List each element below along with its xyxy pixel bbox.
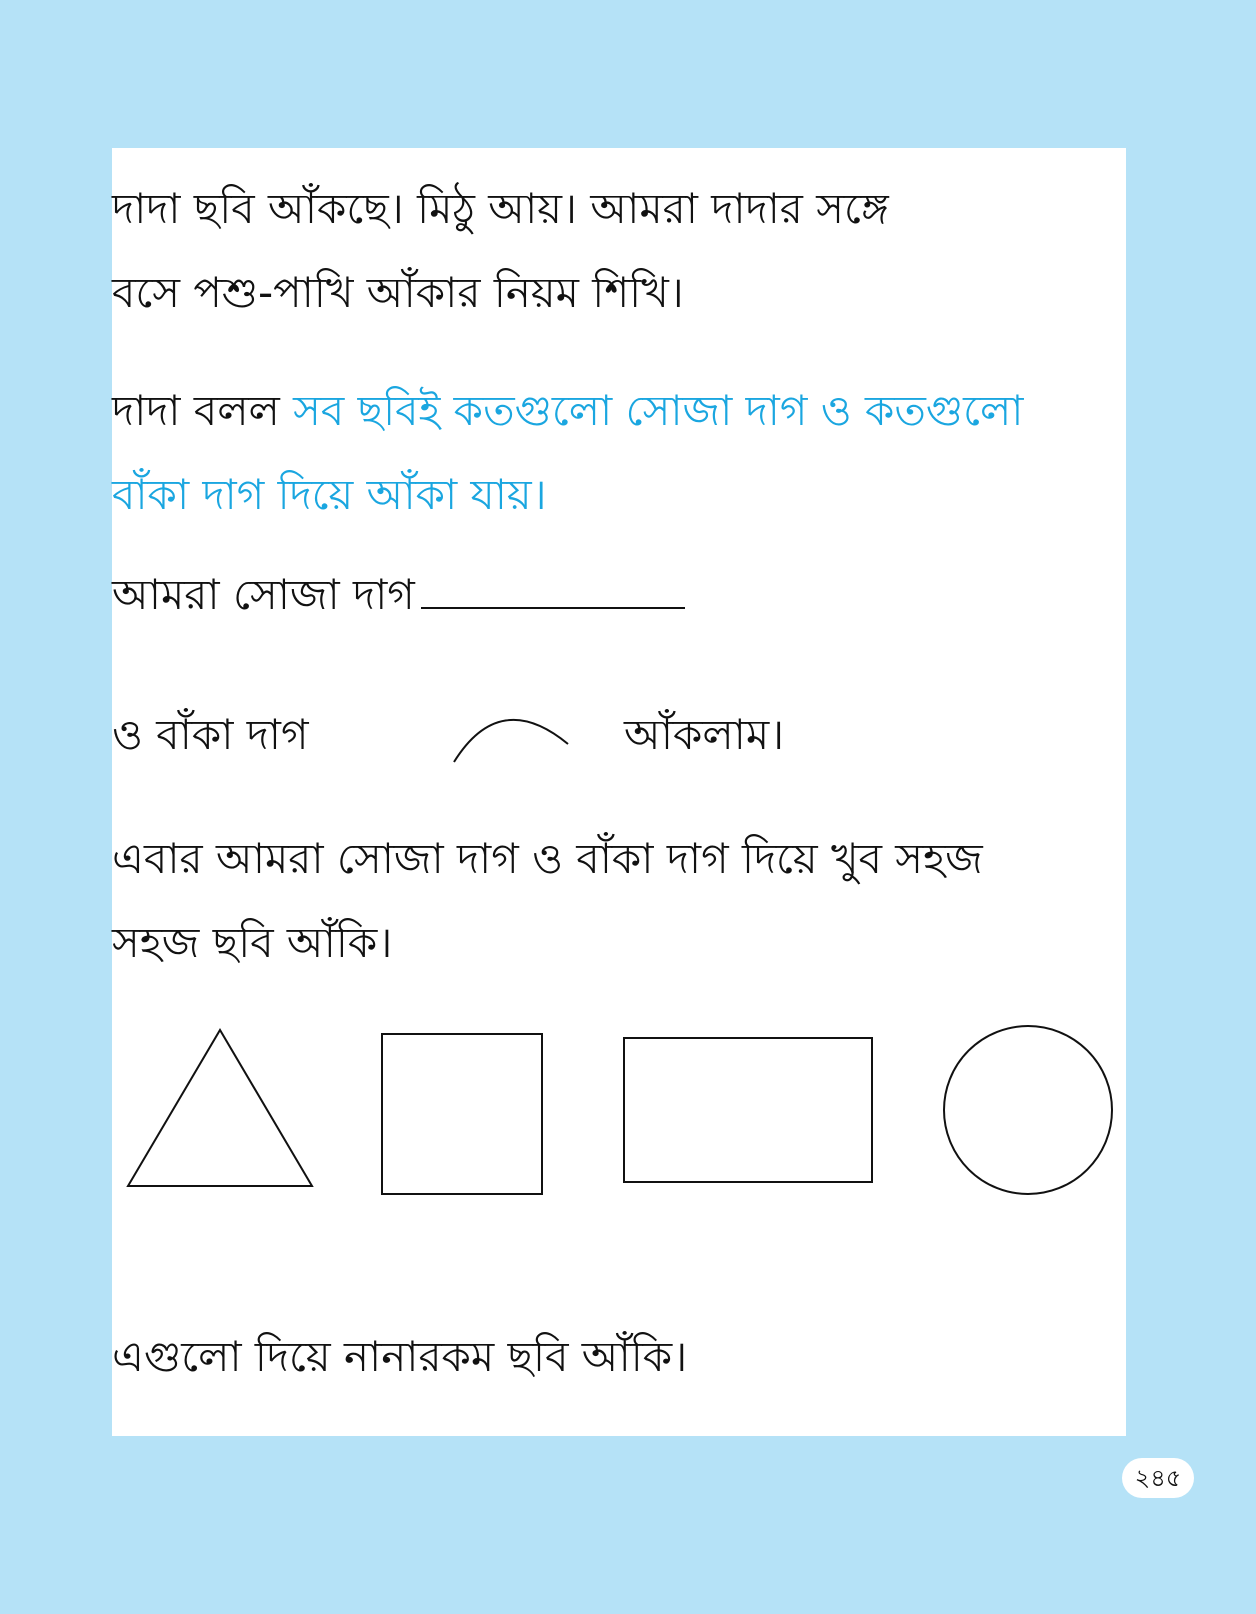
curved-line-label: ও বাঁকা দাগ — [112, 710, 309, 759]
straight-line-drawing — [421, 607, 685, 609]
page-number: ২৪৫ — [1122, 1458, 1194, 1498]
triangle-shape — [128, 1030, 312, 1186]
speaker-text: দাদা বলল — [112, 386, 294, 435]
paragraph-line-7: এবার আমরা সোজা দাগ ও বাঁকা দাগ দিয়ে খুব সহজ — [112, 834, 983, 883]
paragraph-line-3 — [112, 380, 1023, 442]
textbook-page — [112, 148, 1126, 1436]
highlighted-text-line-2: বাঁকা দাগ দিয়ে আঁকা যায়। — [112, 470, 547, 519]
straight-line-sentence — [112, 564, 685, 626]
curved-line-arc — [454, 720, 568, 762]
paragraph-line-2: বসে পশু-পাখি আঁকার নিয়ম শিখি। — [112, 268, 684, 317]
highlighted-text: সব ছবিই কতগুলো সোজা দাগ ও কতগুলো — [293, 386, 1024, 435]
curved-line-drawing — [450, 706, 600, 766]
basic-shapes-figure — [112, 1018, 1126, 1218]
curved-line-suffix: আঁকলাম। — [624, 710, 785, 759]
paragraph-line-1: দাদা ছবি আঁকছে। মিঠু আয়। আমরা দাদার সঙ্গে — [112, 184, 889, 233]
square-shape — [382, 1034, 542, 1194]
rectangle-shape — [624, 1038, 872, 1182]
paragraph-line-9: এগুলো দিয়ে নানারকম ছবি আঁকি। — [112, 1332, 688, 1381]
straight-line-label: আমরা সোজা দাগ — [112, 570, 415, 619]
paragraph-line-8: সহজ ছবি আঁকি। — [112, 918, 393, 967]
circle-shape — [944, 1026, 1112, 1194]
